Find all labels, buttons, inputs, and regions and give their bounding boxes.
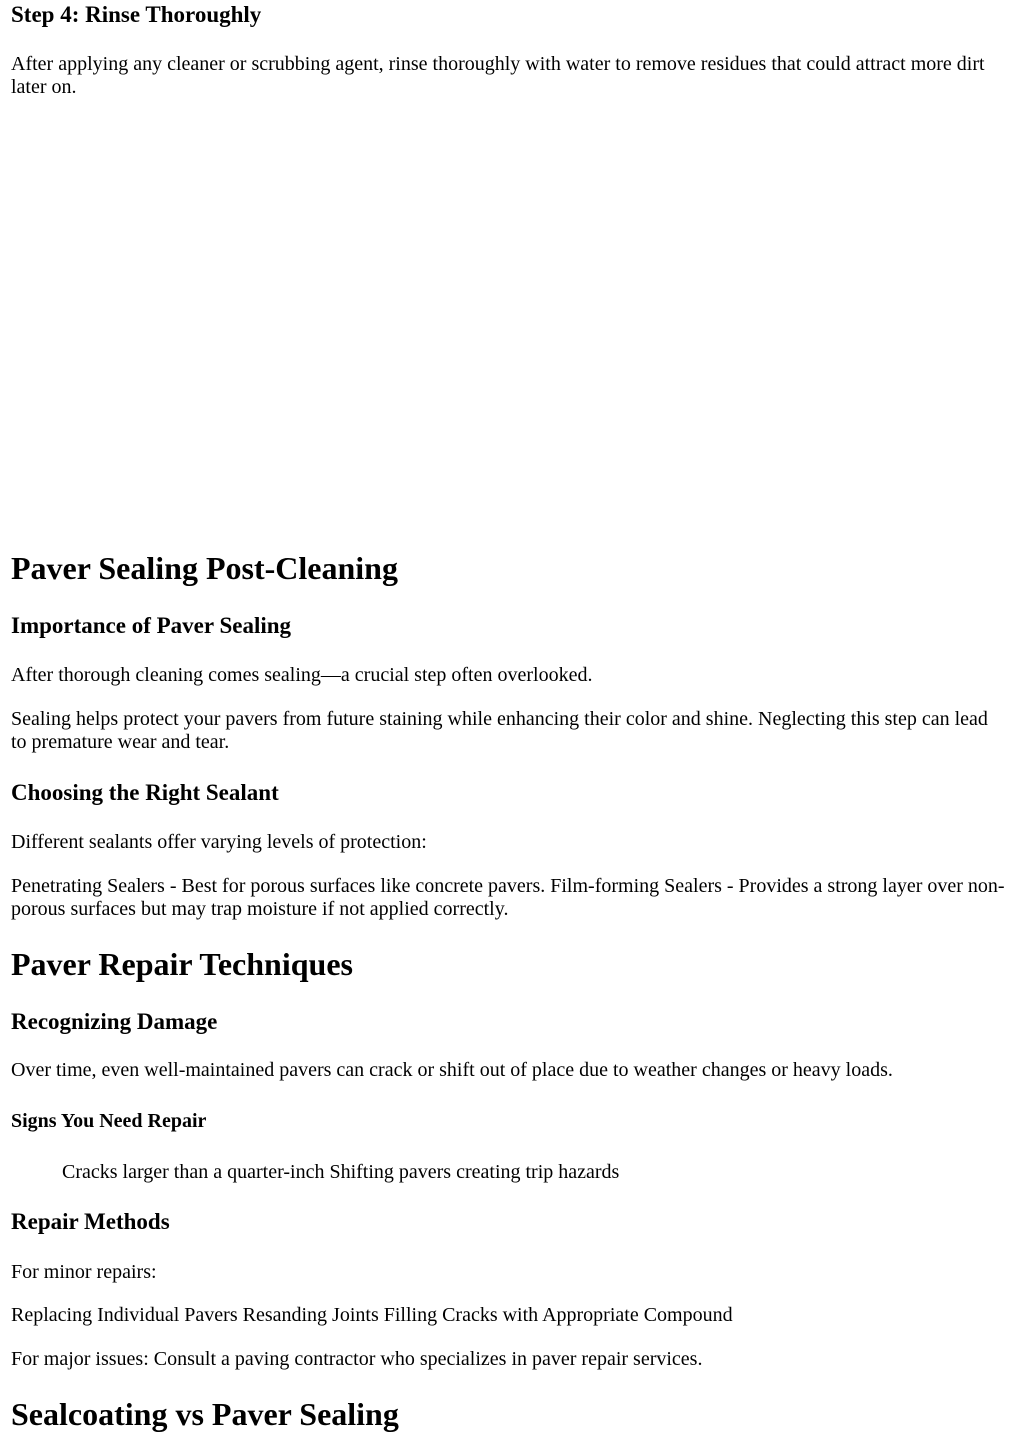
blank-media-area	[11, 110, 1006, 540]
methods-paragraph-1: For minor repairs:	[11, 1261, 157, 1283]
signs-heading: Signs You Need Repair	[11, 1110, 207, 1132]
sealant-paragraph-2: Penetrating Sealers - Best for porous surfaces like concrete pavers. Film-forming Sealers - Provides a strong layer over non-porous surfaces but may trap moisture if not applied correctly.	[11, 875, 1005, 920]
methods-paragraph-3: For major issues: Consult a paving contractor who specializes in paver repair services.	[11, 1348, 703, 1370]
damage-heading: Recognizing Damage	[11, 1009, 218, 1034]
sealant-heading: Choosing the Right Sealant	[11, 780, 279, 805]
damage-paragraph: Over time, even well-maintained pavers can crack or shift out of place due to weather changes or heavy loads.	[11, 1059, 893, 1081]
signs-list: Cracks larger than a quarter-inch Shifting pavers creating trip hazards	[62, 1161, 620, 1183]
repair-section-heading: Paver Repair Techniques	[11, 946, 353, 982]
step4-paragraph: After applying any cleaner or scrubbing agent, rinse thoroughly with water to remove residues that could attract more dirt later on.	[11, 53, 985, 98]
sealing-section-heading: Paver Sealing Post-Cleaning	[11, 550, 398, 586]
sealant-paragraph-1: Different sealants offer varying levels of protection:	[11, 831, 427, 853]
sealcoating-section-heading: Sealcoating vs Paver Sealing	[11, 1396, 399, 1432]
methods-paragraph-2: Replacing Individual Pavers Resanding Joints Filling Cracks with Appropriate Compound	[11, 1304, 733, 1326]
importance-paragraph-2: Sealing helps protect your pavers from future staining while enhancing their color and shine. Neglecting this step can lead to premature wear and tear.	[11, 708, 988, 753]
importance-paragraph-1: After thorough cleaning comes sealing—a crucial step often overlooked.	[11, 664, 593, 686]
step4-heading: Step 4: Rinse Thoroughly	[11, 2, 262, 27]
importance-heading: Importance of Paver Sealing	[11, 613, 292, 638]
methods-heading: Repair Methods	[11, 1209, 170, 1234]
